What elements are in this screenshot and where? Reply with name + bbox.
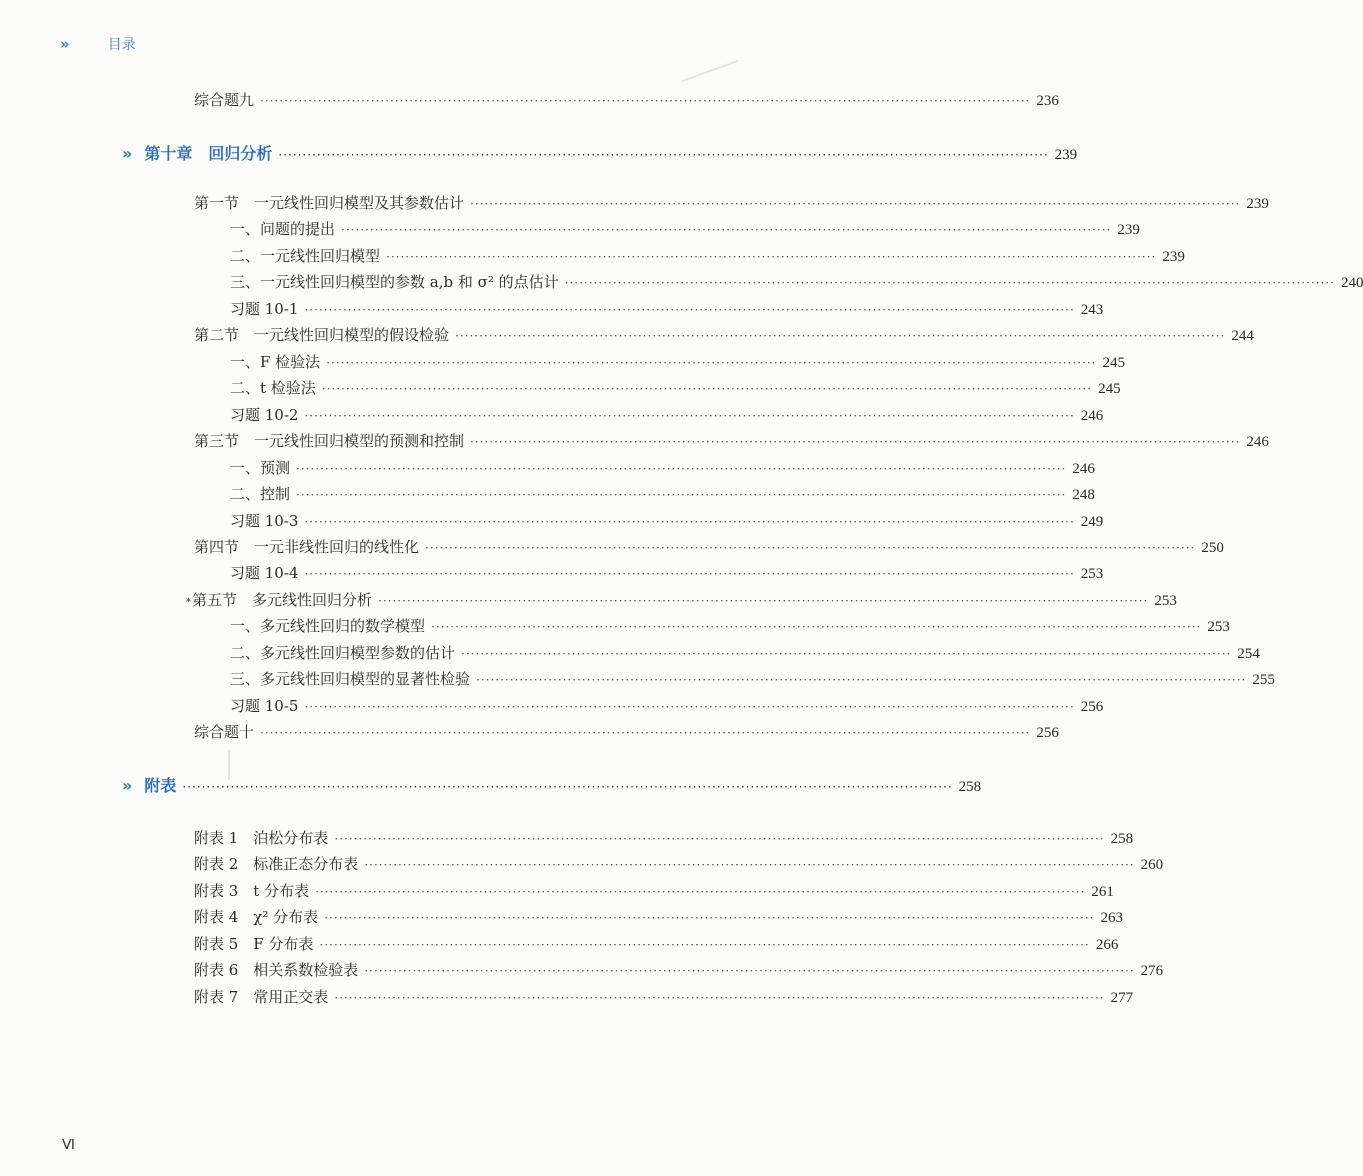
toc-entry-label: 综合题十 (194, 723, 255, 741)
toc-entry-page: 246 (1246, 434, 1269, 450)
toc-entry-page: 253 (1154, 593, 1177, 609)
leader-dots: ································································································································································ (321, 382, 1093, 396)
leader-dots: ································································································································································ (425, 541, 1196, 555)
toc-entry-page: 236 (1036, 93, 1059, 109)
scan-mark (228, 750, 230, 780)
toc-entry-label: 第四节 一元非线性回归的线性化 (194, 538, 420, 556)
toc-entry[interactable] (194, 960, 1164, 981)
toc-entry[interactable] (230, 563, 1104, 584)
leader-dots: ································································································································································ (304, 409, 1075, 423)
header-title: 目录 (107, 37, 136, 53)
leader-dots: ································································································································································ (470, 197, 1241, 211)
leader-dots: ································································································································································ (564, 276, 1335, 290)
toc-entry[interactable] (230, 696, 1104, 717)
toc-entry-label: 习题 10-2 (230, 406, 299, 424)
toc-entry-page: 244 (1231, 328, 1254, 344)
toc-entry-label: 习题 10-3 (230, 512, 299, 530)
toc-entry-label: 三、多元线性回归模型的显著性检验 (230, 670, 471, 688)
toc-entry-label: 二、一元线性回归模型 (230, 247, 381, 265)
toc-entry-page: 276 (1140, 963, 1164, 979)
leader-dots: ································································································································································ (304, 567, 1075, 581)
toc-entry-page: 248 (1072, 487, 1095, 503)
leader-dots: ································································································································································ (461, 647, 1232, 661)
toc-entry-page: 239 (1117, 222, 1140, 238)
toc-entry-label: 第十章 回归分析 (144, 144, 273, 163)
leader-dots: ································································································································································ (364, 858, 1135, 872)
leader-dots: ································································································································································ (304, 303, 1075, 317)
toc-entry-label: 附表 4 χ² 分布表 (194, 908, 319, 926)
leader-dots: ································································································································································ (304, 700, 1075, 714)
toc-entry[interactable] (230, 219, 1140, 240)
toc-entry[interactable] (230, 246, 1185, 267)
toc-entry-label: 习题 10-1 (230, 300, 299, 318)
toc-entry-label: 附表 3 t 分布表 (194, 882, 310, 900)
toc-entry[interactable] (230, 378, 1121, 399)
leader-dots: ································································································································································ (334, 832, 1105, 846)
toc-entry-page: 258 (958, 779, 982, 795)
toc-entry-page: 245 (1102, 355, 1125, 371)
toc-entry[interactable] (186, 590, 1177, 613)
toc-entry-page: 243 (1080, 302, 1104, 318)
toc-entry-label: 第三节 一元线性回归模型的预测和控制 (194, 432, 465, 450)
toc-entry-label: 一、问题的提出 (230, 220, 336, 238)
toc-entry[interactable] (230, 352, 1125, 373)
toc-entry[interactable] (194, 907, 1123, 928)
leader-dots: ································································································································································ (378, 594, 1149, 608)
toc-entry-page: 240 (1340, 275, 1363, 291)
toc-entry-label: 一、多元线性回归的数学模型 (230, 617, 426, 635)
toc-chapter-entry[interactable] (122, 144, 1078, 165)
leader-dots: ································································································································································ (326, 356, 1097, 370)
toc-entry-label: 三、一元线性回归模型的参数 a,b 和 σ² 的点估计 (230, 273, 559, 291)
leader-dots: ································································································································································ (386, 250, 1157, 264)
leader-dots: ································································································································································ (334, 991, 1105, 1005)
toc-entry-page: 239 (1054, 147, 1078, 163)
toc-entry-page: 246 (1072, 461, 1095, 477)
toc-entry-label: 二、控制 (230, 485, 291, 503)
toc-entry-label: 附表 2 标准正态分布表 (194, 855, 359, 873)
leader-dots: ································································································································································ (319, 938, 1090, 952)
toc-entry-page: 277 (1110, 990, 1134, 1006)
leader-dots: ································································································································································ (296, 488, 1067, 502)
toc-entry-page: 239 (1162, 249, 1185, 265)
toc-entry-page: 256 (1080, 699, 1104, 715)
leader-dots: ································································································································································ (315, 885, 1086, 899)
toc-entry[interactable] (194, 722, 1059, 743)
toc-entry-label: 附表 5 F 分布表 (194, 935, 314, 953)
toc-entry-label: 附表 1 泊松分布表 (194, 829, 329, 847)
toc-entry[interactable] (194, 828, 1134, 849)
page-number: Ⅵ (62, 1138, 75, 1153)
toc-entry-label: 第五节 多元线性回归分析 (192, 591, 373, 609)
toc-entry-label: 一、F 检验法 (230, 353, 321, 371)
toc-entry-page: 249 (1080, 514, 1104, 530)
toc-entry-page: 254 (1237, 646, 1260, 662)
toc-entry-label: 二、多元线性回归模型参数的估计 (230, 644, 456, 662)
leader-dots: ································································································································································ (470, 435, 1241, 449)
toc-entry-page: 266 (1095, 937, 1119, 953)
leader-dots: ································································································································································ (324, 911, 1095, 925)
toc-entry[interactable] (230, 272, 1363, 293)
toc-entry-label: 附表 6 相关系数检验表 (194, 961, 359, 979)
toc-entry[interactable] (230, 484, 1095, 505)
toc-entry-label: 第一节 一元线性回归模型及其参数估计 (194, 194, 465, 212)
toc-entry-page: 246 (1080, 408, 1104, 424)
toc-entry[interactable] (194, 537, 1224, 558)
toc-entry[interactable] (230, 669, 1275, 690)
leader-dots: ································································································································································ (260, 94, 1031, 108)
toc-entry[interactable] (194, 934, 1119, 955)
leader-dots: ································································································································································ (304, 515, 1075, 529)
toc-entry[interactable] (230, 458, 1095, 479)
chevron-icon: » (60, 35, 68, 53)
toc-entry-page: 250 (1201, 540, 1224, 556)
toc-entry-label: 附表 (144, 776, 177, 795)
toc-entry-page: 253 (1207, 619, 1230, 635)
toc-entry[interactable] (194, 90, 1059, 111)
toc-entry[interactable] (194, 854, 1164, 875)
leader-dots: ································································································································································ (364, 964, 1135, 978)
leader-dots: ································································································································································ (455, 329, 1226, 343)
chevron-icon: » (122, 776, 131, 795)
toc-entry-page: 256 (1036, 725, 1059, 741)
toc-entry-label: 第二节 一元线性回归模型的假设检验 (194, 326, 450, 344)
toc-entry[interactable] (194, 431, 1269, 452)
leader-dots: ································································································································································ (341, 223, 1112, 237)
leader-dots: ································································································································································ (431, 620, 1202, 634)
toc-entry[interactable] (194, 193, 1269, 214)
toc-entry-label: 附表 7 常用正交表 (194, 988, 329, 1006)
toc-entry-label: 习题 10-4 (230, 564, 299, 582)
toc-entry-page: 253 (1080, 566, 1104, 582)
toc-entry-label: 一、预测 (230, 459, 291, 477)
chevron-icon: » (122, 144, 131, 163)
optional-star-mark: * (186, 597, 191, 608)
toc-entry-label: 习题 10-5 (230, 697, 299, 715)
leader-dots: ································································································································································ (260, 726, 1031, 740)
toc-entry-page: 258 (1110, 831, 1134, 847)
leader-dots: ································································································································································ (278, 148, 1049, 162)
toc-entry[interactable] (230, 511, 1104, 532)
toc-entry-label: 综合题九 (194, 91, 255, 109)
toc-chapter-entry[interactable] (122, 776, 982, 797)
toc-entry[interactable] (230, 405, 1104, 426)
scan-mark (681, 60, 738, 82)
leader-dots: ································································································································································ (476, 673, 1247, 687)
toc-entry[interactable] (194, 325, 1254, 346)
toc-entry-page: 239 (1246, 196, 1269, 212)
toc-entry-page: 261 (1091, 884, 1114, 900)
toc-entry[interactable] (230, 299, 1104, 320)
toc-entry-label: 二、t 检验法 (230, 379, 316, 397)
toc-entry[interactable] (194, 987, 1134, 1008)
leader-dots: ································································································································································ (296, 462, 1067, 476)
toc-entry-page: 255 (1252, 672, 1275, 688)
toc-entry[interactable] (230, 643, 1260, 664)
toc-entry-page: 263 (1100, 910, 1123, 926)
leader-dots: ································································································································································ (182, 780, 953, 794)
toc-entry-page: 245 (1098, 381, 1121, 397)
page-header (60, 34, 136, 54)
toc-entry[interactable] (194, 881, 1114, 902)
toc-entry-page: 260 (1140, 857, 1164, 873)
toc-entry[interactable] (230, 616, 1230, 637)
